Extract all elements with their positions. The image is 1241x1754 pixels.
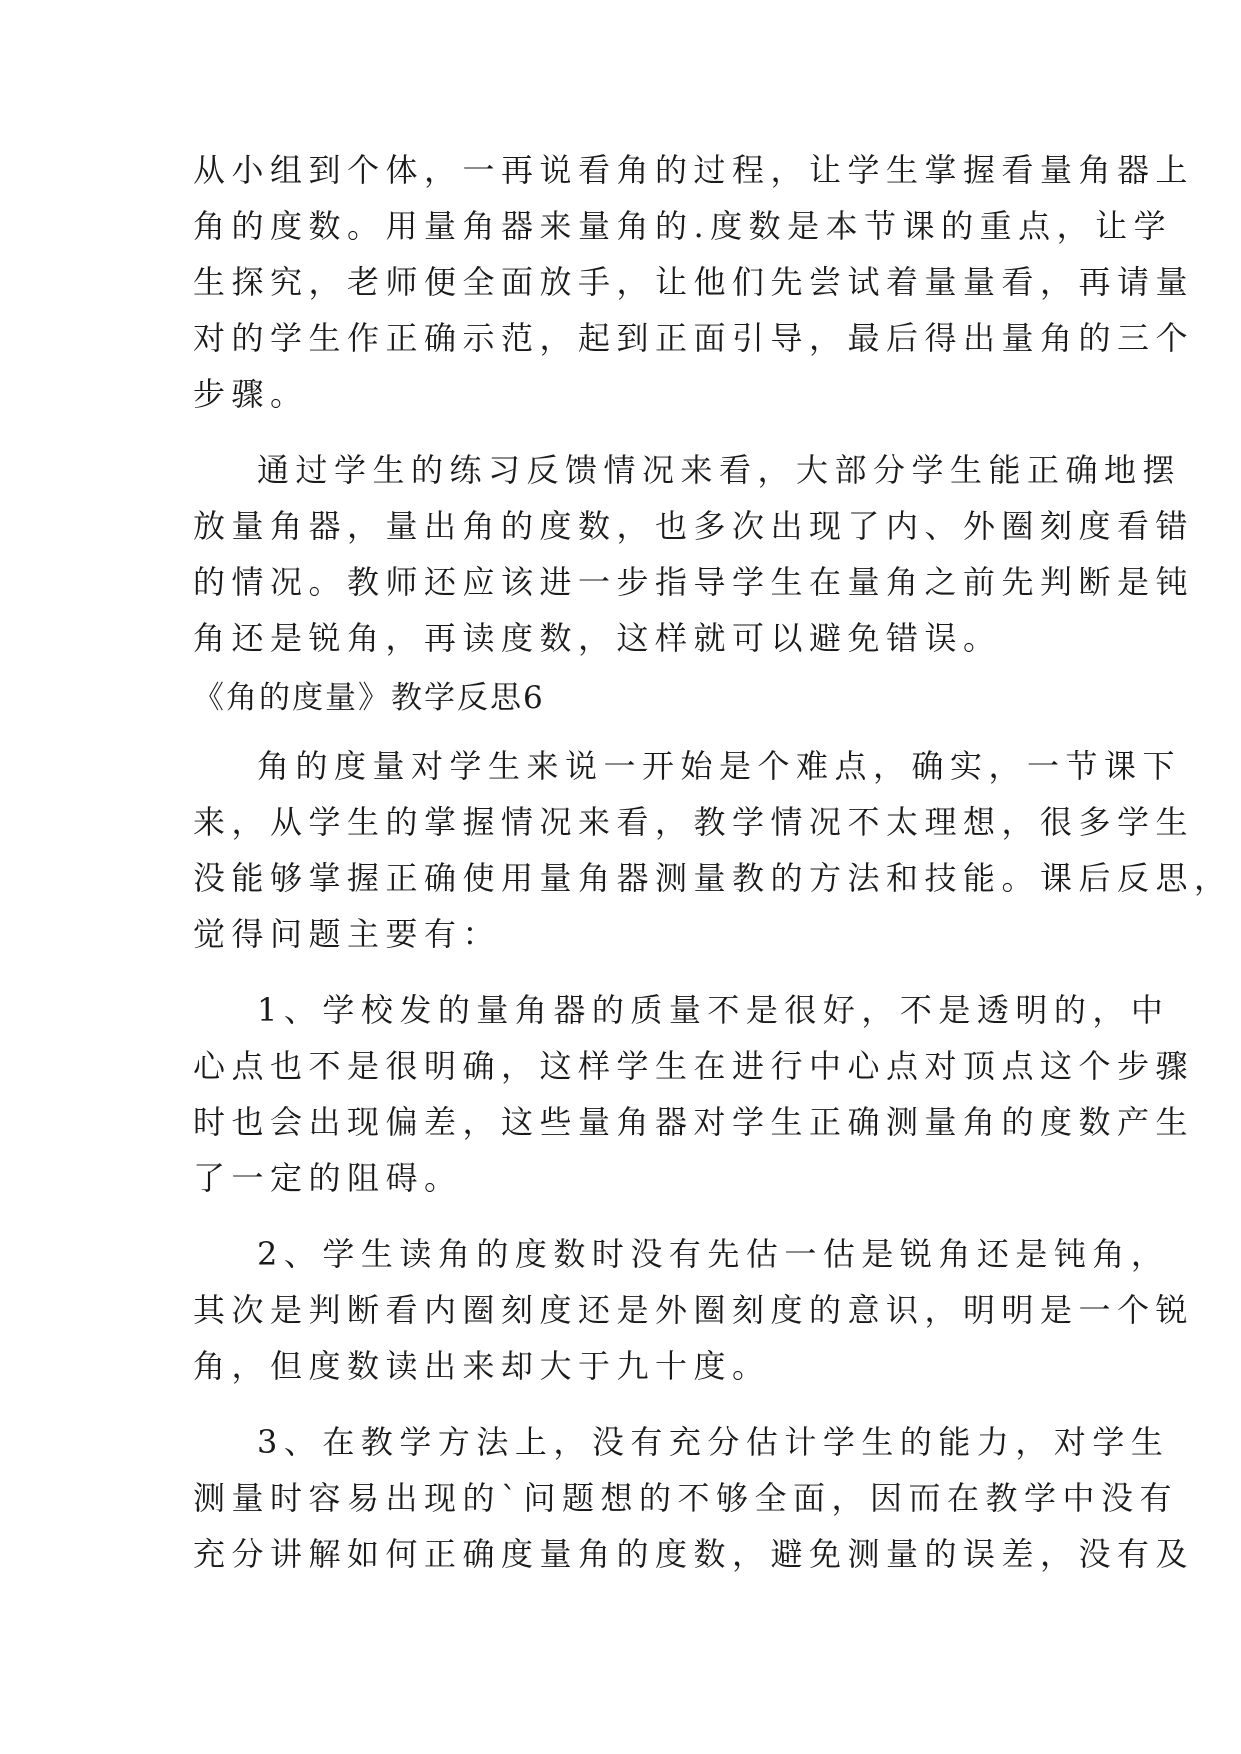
list-item-first-line: 2、学生读角的度数时没有先估一估是锐角还是钝角， [257, 1235, 1170, 1273]
text-line: 放量角器，量出角的度数，也多次出现了内、外圈刻度看错 [193, 507, 1195, 545]
text-line: 其次是判断看内圈刻度还是外圈刻度的意识，明明是一个锐 [193, 1291, 1195, 1329]
paragraph-first-line: 角的度量对学生来说一开始是个难点，确实，一节课下 [257, 747, 1182, 785]
text-line: 没能够掌握正确使用量角器测量教的方法和技能。课后反思， [193, 859, 1233, 897]
section-heading: 《角的度量》教学反思6 [193, 680, 545, 716]
text-line: 来，从学生的掌握情况来看，教学情况不太理想，很多学生 [193, 803, 1195, 841]
text-line: 步骤。 [193, 375, 309, 413]
list-item-first-line: 1、学校发的量角器的质量不是很好，不是透明的，中 [257, 991, 1170, 1029]
text-line: 充分讲解如何正确度量角的度数，避免测量的误差，没有及 [193, 1535, 1195, 1573]
text-line: 角，但度数读出来却大于九十度。 [193, 1347, 771, 1385]
text-line: 生探究，老师便全面放手，让他们先尝试着量量看，再请量 [193, 263, 1195, 301]
text-line: 的情况。教师还应该进一步指导学生在量角之前先判断是钝 [193, 563, 1195, 601]
text-line: 测量时容易出现的`问题想的不够全面，因而在教学中没有 [193, 1479, 1179, 1517]
text-line: 角的度数。用量角器来量角的.度数是本节课的重点，让学 [193, 207, 1173, 245]
paragraph-first-line: 通过学生的练习反馈情况来看，大部分学生能正确地摆 [257, 451, 1182, 489]
list-item-first-line: 3、在教学方法上，没有充分估计学生的能力，对学生 [257, 1423, 1170, 1461]
text-line: 对的学生作正确示范，起到正面引导，最后得出量角的三个 [193, 319, 1195, 357]
text-line: 从小组到个体，一再说看角的过程，让学生掌握看量角器上 [193, 151, 1195, 189]
text-line: 觉得问题主要有： [193, 915, 502, 953]
text-line: 心点也不是很明确，这样学生在进行中心点对顶点这个步骤 [193, 1047, 1195, 1085]
text-line: 了一定的阻碍。 [193, 1159, 463, 1197]
text-line: 时也会出现偏差，这些量角器对学生正确测量角的度数产生 [193, 1103, 1195, 1141]
text-line: 角还是锐角，再读度数，这样就可以避免错误。 [193, 619, 1002, 657]
